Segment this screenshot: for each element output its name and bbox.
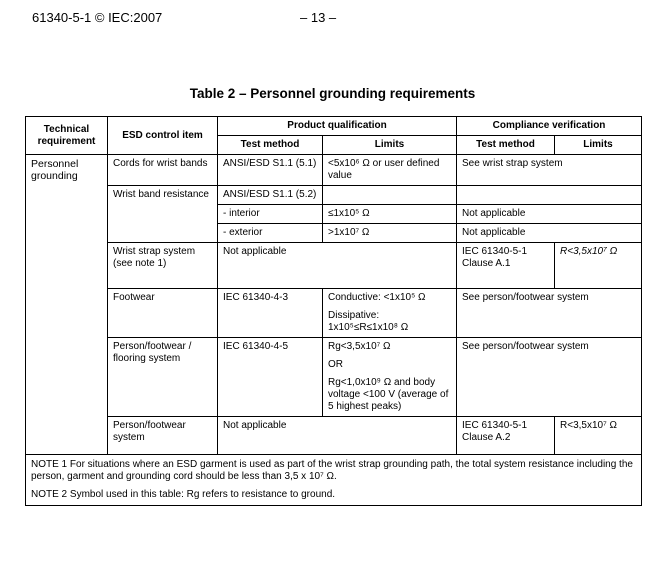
esd-item-cell: Person/footwear / flooring system <box>108 338 218 417</box>
limits-cell <box>323 338 457 417</box>
compliance-cell: Not applicable <box>457 205 642 224</box>
compliance-cell: See person/footwear system <box>457 338 642 417</box>
limits-cell: >1x10⁷ Ω <box>323 224 457 243</box>
personnel-grounding-table <box>25 116 642 506</box>
note-1: NOTE 1 For situations where an ESD garment is used as part of the wrist strap grounding path, the total system resistance including the person, garment and grounding cord should be less than 3,5 x 10⁷ Ω. <box>31 459 633 482</box>
footwear-conductive-limit: Conductive: <1x10⁵ Ω <box>328 292 426 303</box>
header-test-method-compliance: Test method <box>457 136 555 155</box>
esd-item-cell: Wrist band resistance <box>108 186 218 243</box>
notes-cell <box>26 455 642 506</box>
esd-item-cell: Cords for wrist bands <box>108 155 218 186</box>
notes-row <box>26 455 642 506</box>
esd-item-cell: Footwear <box>108 289 218 338</box>
header-test-method: Test method <box>218 136 323 155</box>
limits-cell <box>323 289 457 338</box>
table-row <box>26 289 642 338</box>
table-row <box>26 243 642 289</box>
header-compliance-verification: Compliance verification <box>457 117 642 136</box>
compliance-test-cell: IEC 61340-5-1 Clause A.1 <box>457 243 555 289</box>
compliance-cell: Not applicable <box>457 224 642 243</box>
table-row <box>26 155 642 186</box>
compliance-limit-cell: R<3,5x10⁷ Ω <box>555 417 642 455</box>
document-id: 61340-5-1 © IEC:2007 <box>32 10 163 25</box>
table-row <box>26 186 642 205</box>
header-row-1 <box>26 117 642 136</box>
limits-cell: <5x10⁶ Ω or user defined value <box>323 155 457 186</box>
header-limits-compliance: Limits <box>555 136 642 155</box>
compliance-cell: See wrist strap system <box>457 155 642 186</box>
test-method-cell: Not applicable <box>218 243 457 289</box>
esd-item-cell: Person/footwear system <box>108 417 218 455</box>
header-esd-control-item: ESD control item <box>108 117 218 155</box>
compliance-limit-cell: R<3,5x10⁷ Ω <box>555 243 642 289</box>
page-number: – 13 – <box>300 10 337 25</box>
table-title: Table 2 – Personnel grounding requirements <box>189 86 476 101</box>
test-method-cell: IEC 61340-4-3 <box>218 289 323 338</box>
esd-item-cell: Wrist strap system (see note 1) <box>108 243 218 289</box>
compliance-test-cell: IEC 61340-5-1 Clause A.2 <box>457 417 555 455</box>
test-method-cell: Not applicable <box>218 417 457 455</box>
test-method-cell: - exterior <box>218 224 323 243</box>
compliance-cell: See person/footwear system <box>457 289 642 338</box>
note-2: NOTE 2 Symbol used in this table: Rg refers to resistance to ground. <box>31 489 336 500</box>
technical-requirement-cell: Personnel grounding <box>26 155 108 455</box>
test-method-cell: - interior <box>218 205 323 224</box>
limits-cell <box>323 186 457 205</box>
test-method-cell: ANSI/ESD S1.1 (5.2) <box>218 186 323 205</box>
header-product-qualification: Product qualification <box>218 117 457 136</box>
limits-cell: ≤1x10⁵ Ω <box>323 205 457 224</box>
flooring-limit-voltage: Rg<1,0x10⁹ Ω and body voltage <100 V (average of 5 highest peaks) <box>328 377 449 412</box>
header-technical-requirement: Technical requirement <box>26 117 108 155</box>
table-row <box>26 417 642 455</box>
flooring-limit-rg: Rg<3,5x10⁷ Ω <box>328 341 391 352</box>
footwear-dissipative-limit: Dissipative: 1x10⁵≤R≤1x10⁸ Ω <box>328 310 409 333</box>
header-limits: Limits <box>323 136 457 155</box>
table-row <box>26 338 642 417</box>
flooring-limit-or: OR <box>328 359 343 370</box>
test-method-cell: ANSI/ESD S1.1 (5.1) <box>218 155 323 186</box>
test-method-cell: IEC 61340-4-5 <box>218 338 323 417</box>
compliance-cell <box>457 186 642 205</box>
